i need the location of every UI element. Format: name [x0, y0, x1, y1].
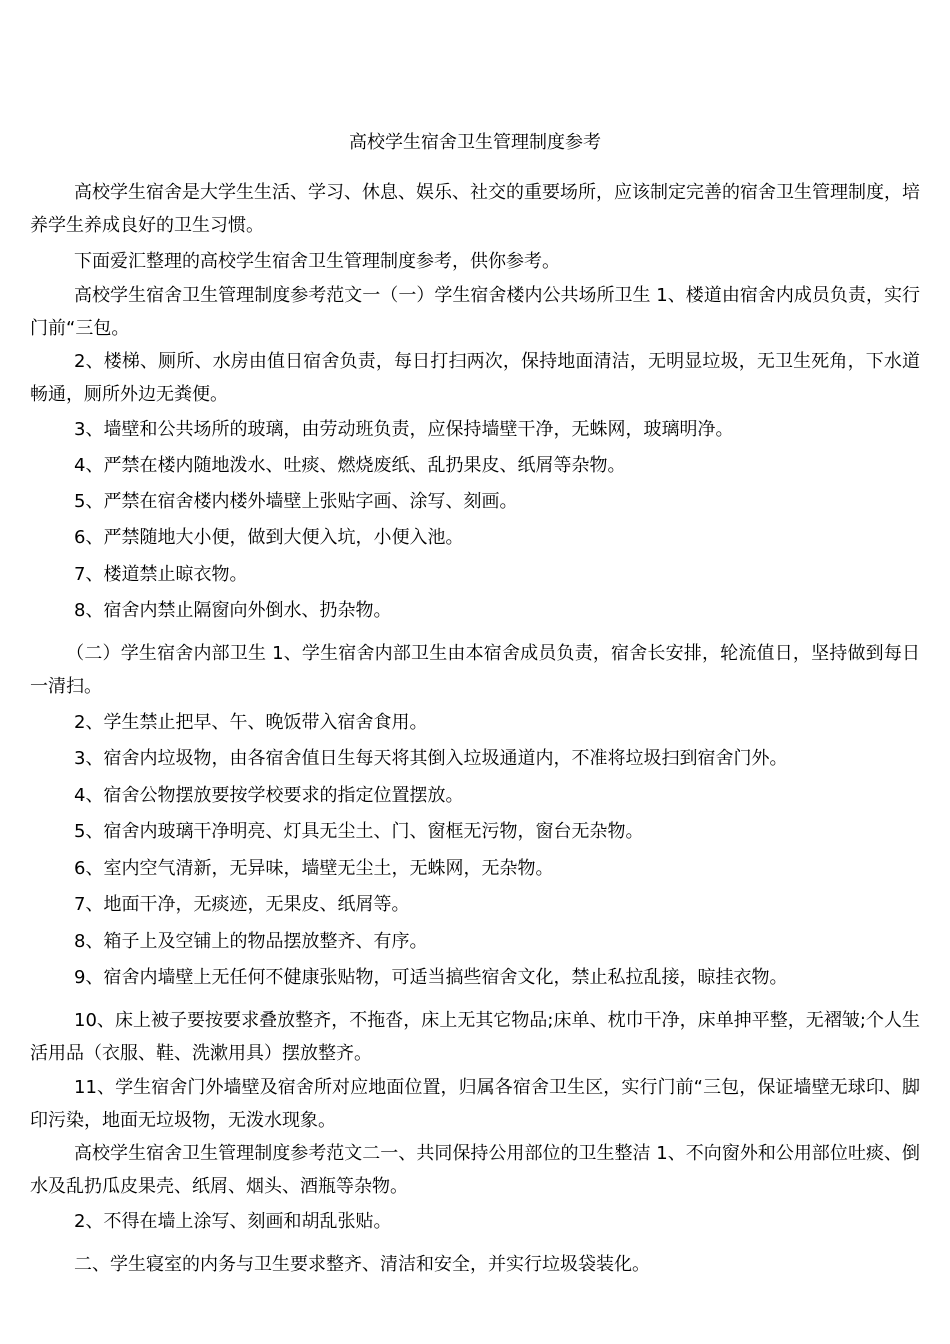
paragraph-text: 11、学生宿舍门外墙壁及宿舍所对应地面位置，归属各宿舍卫生区，实行门前“三包，保证墙壁无球印、脚印污染，地面无垃圾物，无泼水现象。 [30, 1077, 920, 1131]
paragraph [30, 637, 920, 703]
paragraph-text: 3、墙壁和公共场所的玻璃，由劳动班负责，应保持墙壁干净，无蛛网，玻璃明净。 [74, 419, 734, 440]
paragraph-text: 4、宿舍公物摆放要按学校要求的指定位置摆放。 [74, 785, 464, 806]
paragraph-text: 9、宿舍内墙壁上无任何不健康张贴物，可适当搞些宿舍文化，禁止私拉乱接，晾挂衣物。 [74, 967, 788, 988]
paragraph [30, 594, 920, 627]
paragraph [30, 1205, 920, 1238]
paragraph [30, 742, 920, 775]
paragraph-text: 6、室内空气清新，无异味，墙壁无尘土，无蛛网，无杂物。 [74, 858, 554, 879]
paragraph-text: 2、楼梯、厕所、水房由值日宿舍负责，每日打扫两次，保持地面清洁，无明显垃圾，无卫生死角，下水道畅通，厕所外边无粪便。 [30, 351, 920, 405]
paragraph [30, 449, 920, 482]
paragraph-text: 高校学生宿舍卫生管理制度参考范文二一、共同保持公用部位的卫生整洁 1、不向窗外和公用部位吐痰、倒水及乱扔瓜皮果壳、纸屑、烟头、酒瓶等杂物。 [30, 1143, 920, 1197]
paragraph [30, 1004, 920, 1070]
paragraph [30, 279, 920, 345]
paragraph-text: 2、学生禁止把早、午、晚饭带入宿舍食用。 [74, 712, 428, 733]
paragraph-text: 8、箱子上及空铺上的物品摆放整齐、有序。 [74, 931, 428, 952]
paragraph [30, 1248, 920, 1281]
paragraph-text: 二、学生寝室的内务与卫生要求整齐、清洁和安全，并实行垃圾袋装化。 [74, 1254, 650, 1275]
paragraph-text: 7、楼道禁止晾衣物。 [74, 564, 248, 585]
paragraph-text: 高校学生宿舍是大学生生活、学习、休息、娱乐、社交的重要场所，应该制定完善的宿舍卫生管理制度，培养学生养成良好的卫生习惯。 [30, 182, 920, 236]
paragraph-text: 4、严禁在楼内随地泼水、吐痰、燃烧废纸、乱扔果皮、纸屑等杂物。 [74, 455, 626, 476]
paragraph-text: 5、宿舍内玻璃干净明亮、灯具无尘土、门、窗框无污物，窗台无杂物。 [74, 821, 644, 842]
paragraph [30, 1071, 920, 1137]
paragraph-text: 8、宿舍内禁止隔窗向外倒水、扔杂物。 [74, 600, 392, 621]
paragraph [30, 485, 920, 518]
paragraph [30, 888, 920, 921]
paragraph [30, 852, 920, 885]
paragraph-text: 10、床上被子要按要求叠放整齐，不拖沓，床上无其它物品;床单、枕巾干净，床单抻平整，无褶皱;个人生活用品（衣服、鞋、洗漱用具）摆放整齐。 [30, 1010, 920, 1064]
paragraph [30, 413, 920, 446]
paragraph [30, 345, 920, 411]
paragraph [30, 815, 920, 848]
paragraph [30, 245, 920, 278]
paragraph-text: （二）学生宿舍内部卫生 1、学生宿舍内部卫生由本宿舍成员负责，宿舍长安排，轮流值日，坚持做到每日一清扫。 [30, 643, 920, 697]
document-title: 高校学生宿舍卫生管理制度参考 [349, 132, 601, 153]
paragraph-text: 7、地面干净，无痰迹，无果皮、纸屑等。 [74, 894, 410, 915]
paragraph [30, 558, 920, 591]
paragraph-text: 高校学生宿舍卫生管理制度参考范文一（一）学生宿舍楼内公共场所卫生 1、楼道由宿舍内成员负责，实行门前“三包。 [30, 285, 920, 339]
paragraph-text: 5、严禁在宿舍楼内楼外墙壁上张贴字画、涂写、刻画。 [74, 491, 518, 512]
paragraph [30, 176, 920, 242]
paragraph [30, 521, 920, 554]
paragraph-text: 2、不得在墙上涂写、刻画和胡乱张贴。 [74, 1211, 392, 1232]
paragraph [30, 1137, 920, 1203]
paragraph-text: 6、严禁随地大小便，做到大便入坑，小便入池。 [74, 527, 464, 548]
paragraph [30, 961, 920, 994]
paragraph-text: 下面爱汇整理的高校学生宿舍卫生管理制度参考，供你参考。 [74, 251, 560, 272]
paragraph [30, 779, 920, 812]
paragraph-text: 3、宿舍内垃圾物，由各宿舍值日生每天将其倒入垃圾通道内，不准将垃圾扫到宿舍门外。 [74, 748, 788, 769]
paragraph [30, 706, 920, 739]
paragraph [30, 925, 920, 958]
